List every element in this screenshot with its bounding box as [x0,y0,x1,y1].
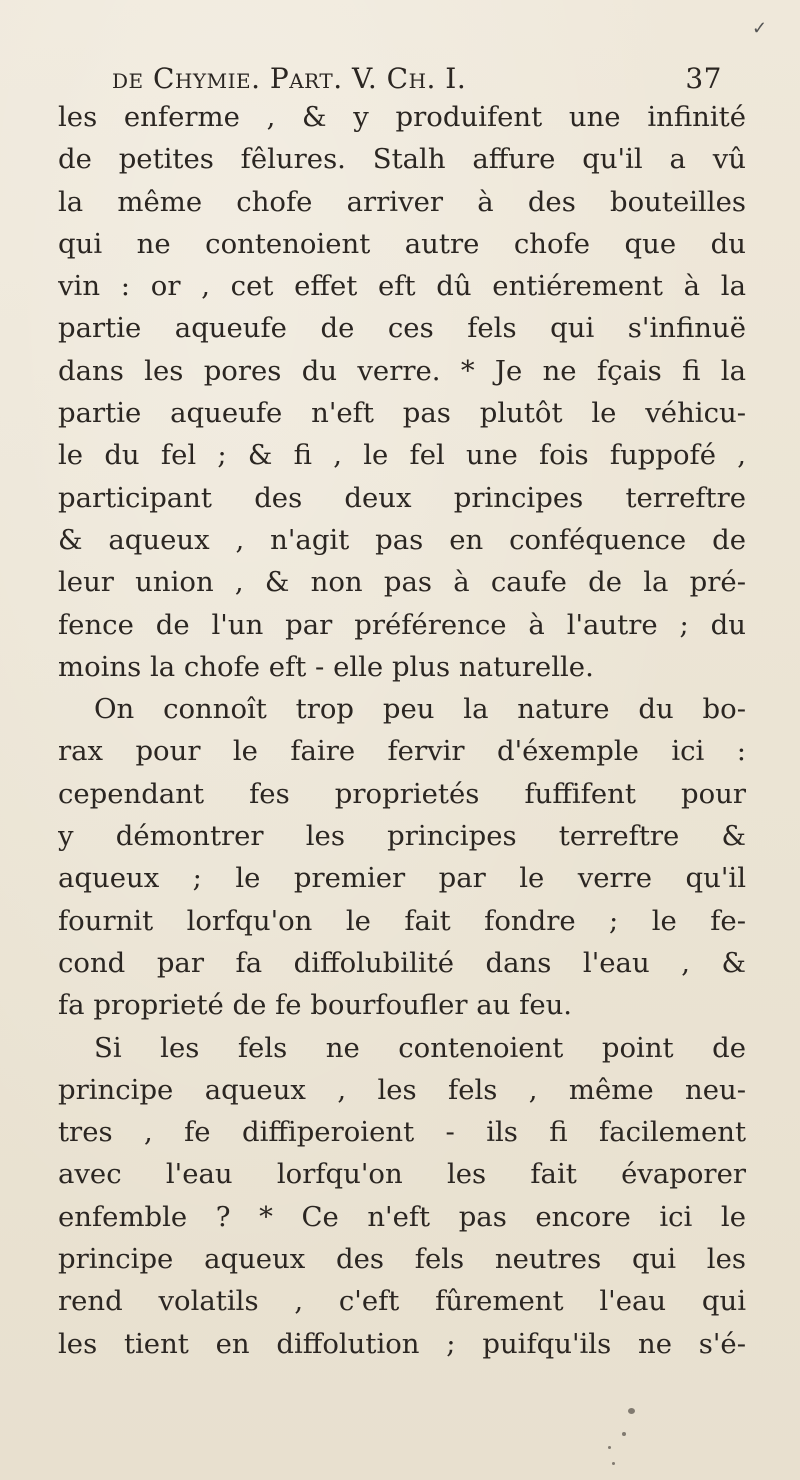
text-line: avec l'eau lorfqu'on les fait évaporer [58,1158,746,1191]
text-line: dans les pores du verre. * Je ne fçais fi la [58,354,746,387]
body-text [58,96,746,1365]
text-line: partie aqueufe de ces fels qui s'infinuë [58,312,746,345]
ink-speck [612,1462,615,1465]
running-head-title: de Chymie. Part. V. Ch. I. [112,62,467,95]
text-line: les enferme , & y produifent une infinité [58,101,746,133]
text-line: leur union , & non pas à caufe de la pré- [58,566,746,599]
text-line: rax pour le faire fervir d'éxemple ici : [58,735,746,768]
text-line: tres , fe diffiperoient - ils fi facilement [58,1116,746,1149]
text-line: & aqueux , n'agit pas en conféquence de [58,523,746,556]
text-line: qui ne contenoient autre chofe que du [58,227,746,260]
text-line: cependant fes proprietés fuffifent pour [58,777,746,810]
text-line: de petites fêlures. Stalh affure qu'il a vû [58,143,746,176]
ink-mark: ✓ [752,18,768,39]
text-line: fence de l'un par préférence à l'autre ; du [58,608,746,641]
text-line: cond par fa diffolubilité dans l'eau , & [58,946,746,979]
running-head [52,52,752,95]
text-line: enfemble ? * Ce n'eft pas encore ici le [58,1200,746,1233]
text-line: le du fel ; & fi , le fel une fois fuppofé , [58,439,746,472]
text-line: participant des deux principes terreftre [58,481,746,514]
text-line: vin : or , cet effet eft dû entiérement à la [58,270,746,303]
text-line: rend volatils , c'eft fûrement l'eau qui [58,1285,746,1318]
ink-speck [628,1408,635,1414]
text-line: principe aqueux , les fels , même neu- [58,1073,746,1106]
text-line: Si les fels ne contenoient point de [94,1031,746,1064]
text-line: y démontrer les principes terreftre & [58,820,746,853]
text-line: fournit lorfqu'on le fait fondre ; le fe- [58,904,746,937]
text-line: On connoît trop peu la nature du bo- [94,693,746,726]
ink-speck [608,1446,611,1449]
text-line: moins la chofe eft - elle plus naturelle. [58,650,594,683]
page-number: 37 [685,62,722,95]
text-line: fa proprieté de fe bourfoufler au feu. [58,989,573,1022]
ink-speck [622,1432,626,1436]
text-line: principe aqueux des fels neutres qui les [58,1243,746,1276]
text-line: les tient en diffolution ; puifqu'ils ne s'é- [58,1327,746,1360]
text-line: la même chofe arriver à des bouteilles [58,185,746,218]
text-line: aqueux ; le premier par le verre qu'il [58,862,746,895]
text-line: partie aqueufe n'eft pas plutôt le véhicu- [58,397,746,430]
